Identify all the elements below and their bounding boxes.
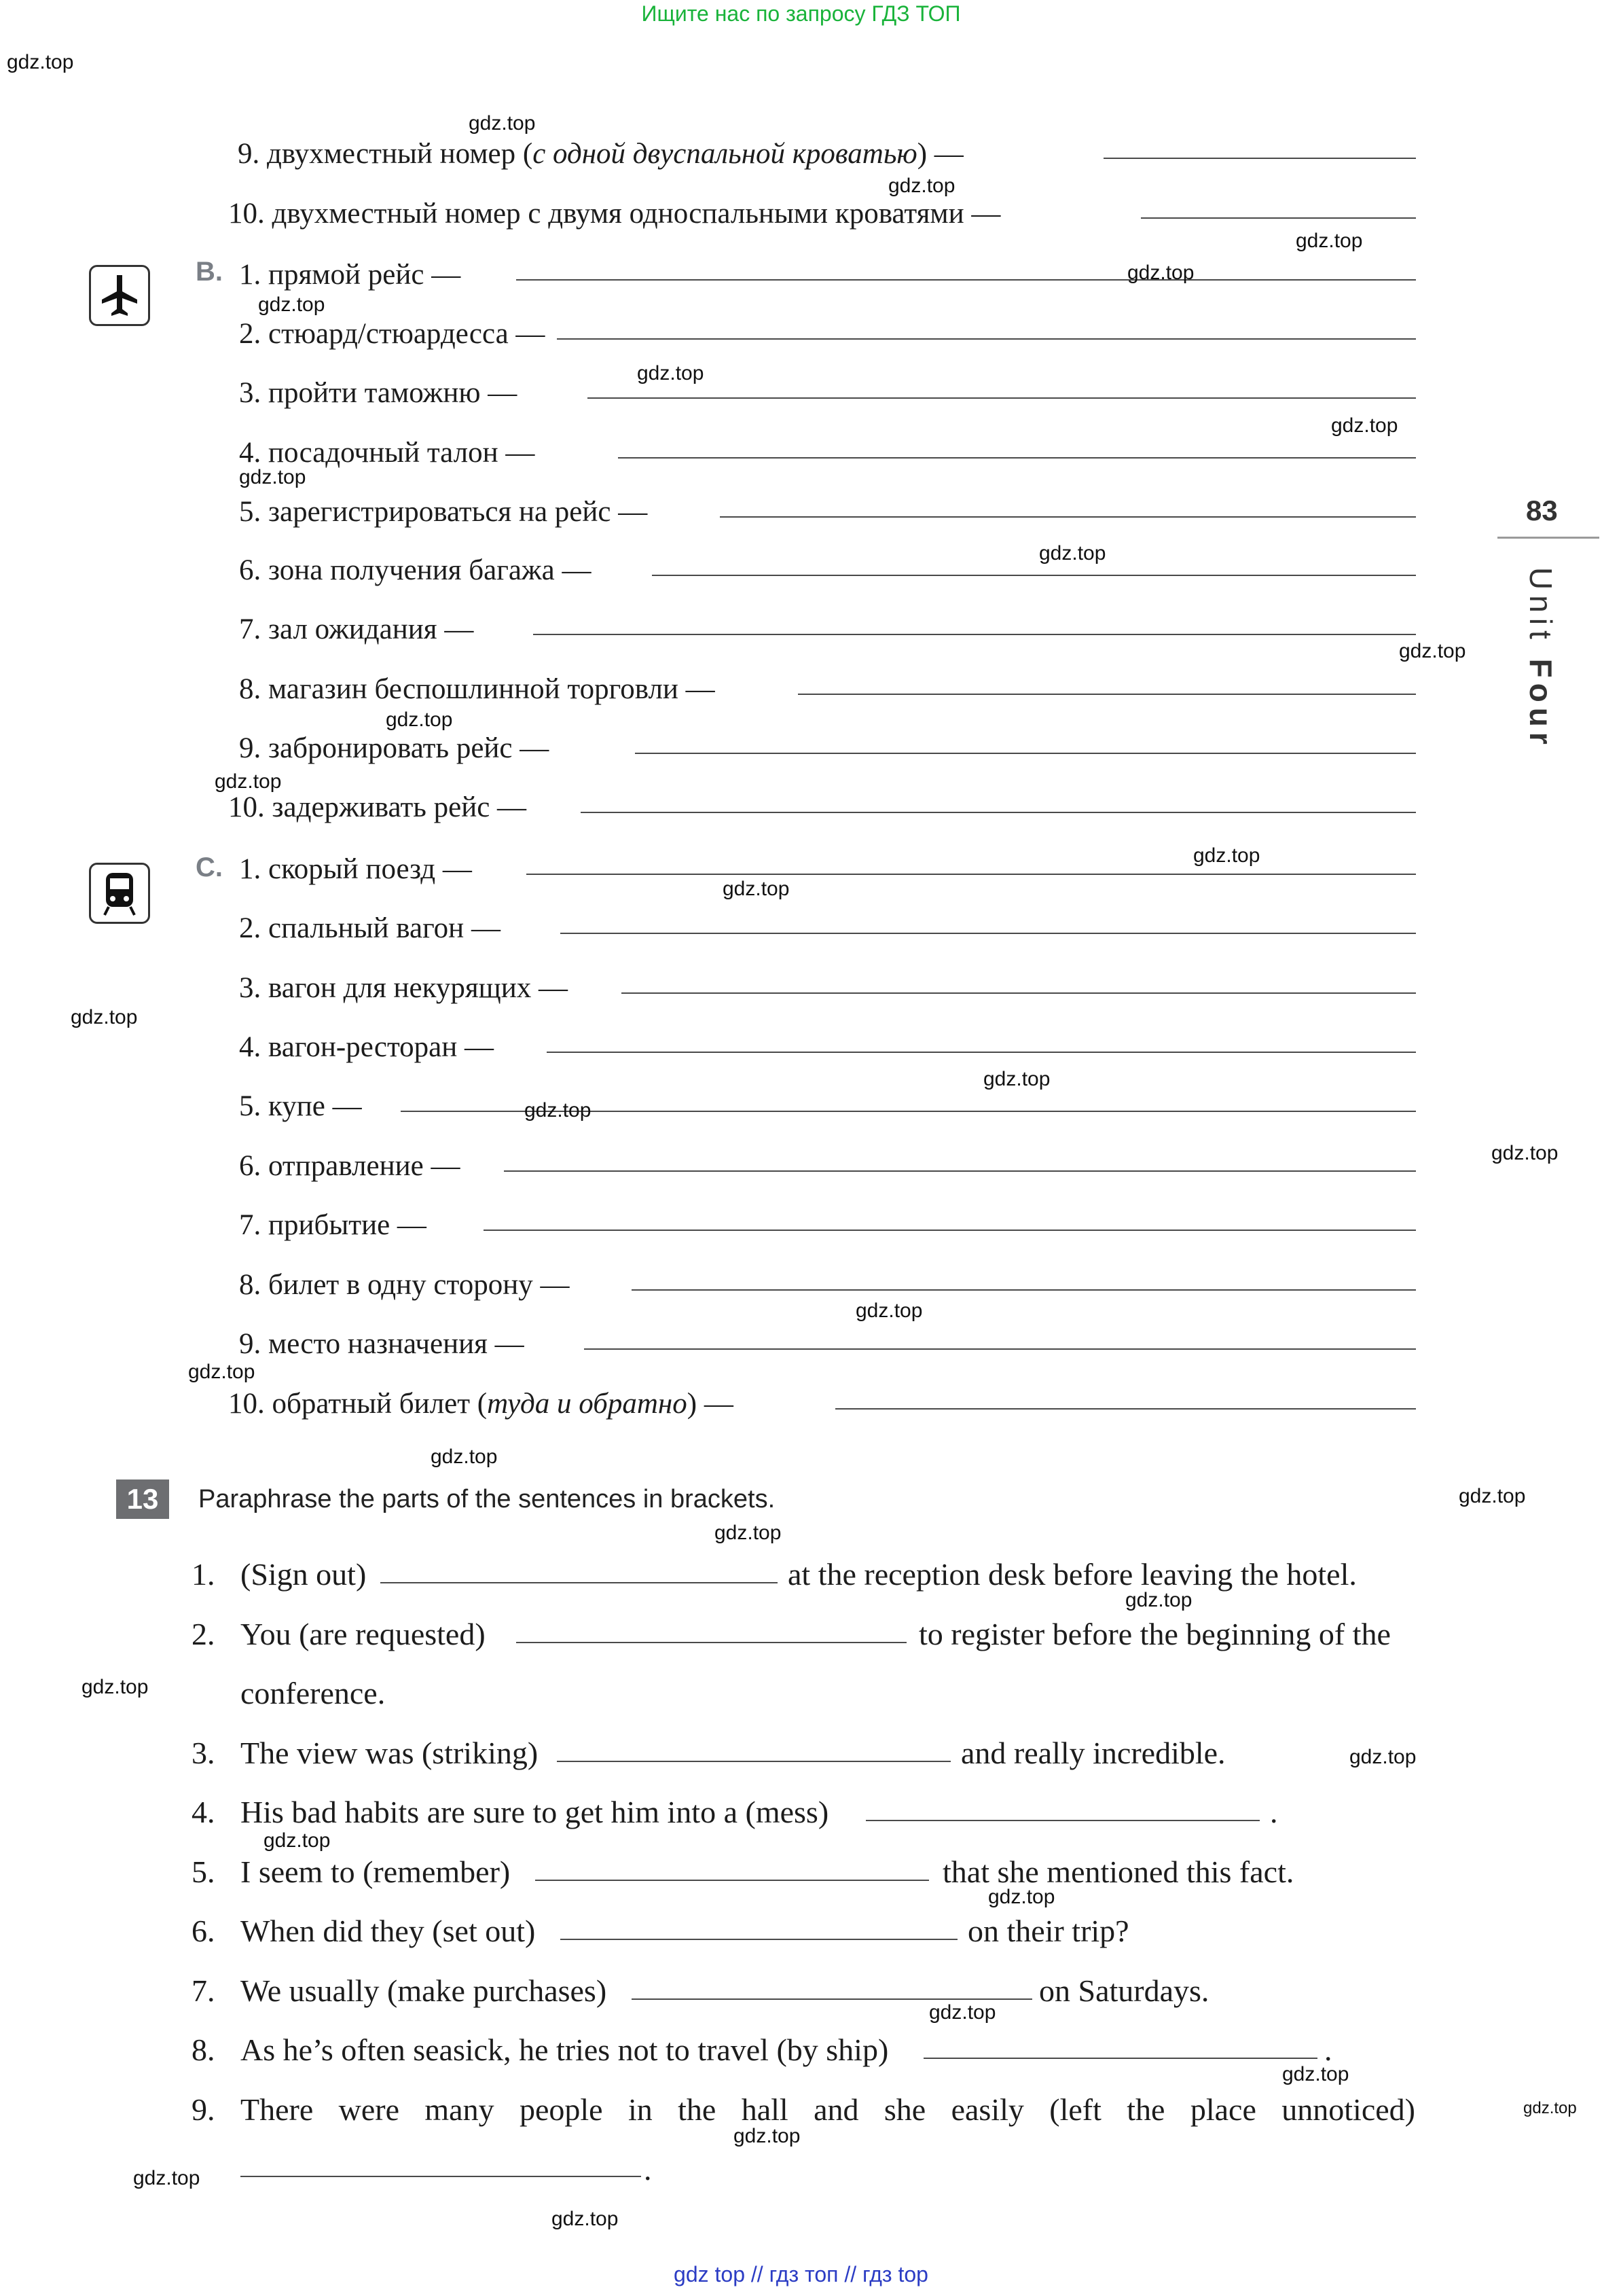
item-text: вагон-ресторан — — [268, 1031, 494, 1063]
item-number: 9. — [239, 732, 261, 764]
watermark-text[interactable]: gdz.top — [1039, 542, 1106, 564]
exercise-item-text-after: . — [1324, 2032, 1332, 2067]
answer-line[interactable] — [516, 279, 1416, 281]
item-number: 10. — [228, 1388, 265, 1420]
exercise-item-text-after: that she mentioned this fact. — [943, 1854, 1294, 1889]
item-text: вагон для некурящих — — [268, 972, 568, 1004]
item-text: зарегистрироваться на рейс — — [268, 496, 648, 528]
item-text: зал ожидания — — [268, 613, 474, 645]
answer-line[interactable] — [584, 1348, 1416, 1350]
page-number: 83 — [1526, 495, 1558, 526]
answer-line[interactable] — [535, 1880, 929, 1881]
answer-line[interactable] — [516, 1642, 907, 1643]
watermark-text[interactable]: gdz.top — [714, 1522, 782, 1544]
vocab-row-b4 — [239, 438, 534, 467]
item-italic: туда и обратно — [487, 1388, 687, 1420]
unit-name: Four — [1523, 658, 1559, 750]
item-text: двухместный номер ( — [267, 138, 533, 170]
item-text: посадочный талон — — [268, 437, 535, 469]
section-b-letter: B. — [196, 257, 223, 287]
item-text: купе — — [268, 1090, 362, 1122]
item-text-after: ) — — [917, 138, 964, 170]
top-banner[interactable]: Ищите нас по запросу ГДЗ ТОП — [641, 1, 961, 26]
item-number: 9. — [239, 1328, 261, 1360]
answer-line[interactable] — [635, 753, 1416, 754]
airplane-icon — [89, 265, 150, 326]
watermark-text[interactable]: gdz.top — [133, 2167, 200, 2189]
watermark-text[interactable]: gdz.top — [551, 2208, 619, 2230]
watermark-text[interactable]: gdz.top — [1127, 262, 1195, 284]
answer-line[interactable] — [798, 694, 1416, 695]
vocab-row-a9 — [238, 139, 964, 168]
exercise-item-number: 7. — [192, 1973, 215, 2008]
item-number: 5. — [239, 496, 261, 528]
vocab-row-c3 — [239, 973, 568, 1003]
answer-line[interactable] — [866, 1820, 1260, 1821]
vocab-row-c10 — [228, 1389, 733, 1418]
vocab-row-c6 — [239, 1151, 460, 1181]
vocab-row-b5 — [239, 497, 647, 526]
exercise-item-continuation: conference. — [240, 1676, 386, 1710]
watermark-text[interactable]: gdz.top — [929, 2001, 996, 2024]
exercise-item-text-after: . — [644, 2152, 652, 2187]
item-number: 7. — [239, 613, 261, 645]
watermark-text[interactable]: gdz.top — [215, 770, 282, 793]
exercise-item-text: I seem to (remember) — [240, 1854, 511, 1889]
exercise-item-text: When did they (set out) — [240, 1914, 536, 1948]
exercise-item-text-after: to register before the beginning of the — [919, 1617, 1391, 1651]
item-text: прибытие — — [268, 1209, 426, 1241]
exercise-item-text: His bad habits are sure to get him into a (mess) — [240, 1795, 829, 1829]
answer-line[interactable] — [240, 2176, 641, 2177]
exercise-item-text-after: and really incredible. — [961, 1736, 1226, 1770]
exercise-item-text-after: on Saturdays. — [1039, 1973, 1209, 2008]
exercise-item-number: 4. — [192, 1795, 215, 1829]
item-text: зона получения багажа — — [268, 554, 591, 586]
watermark-text[interactable]: gdz.top — [1193, 844, 1260, 867]
watermark-text[interactable]: gdz.top — [1459, 1485, 1526, 1507]
exercise-item-text: You (are requested) — [240, 1617, 486, 1651]
answer-line[interactable] — [835, 1408, 1416, 1410]
watermark-text[interactable]: gdz.top — [71, 1006, 138, 1028]
watermark-text[interactable]: gdz.top — [1491, 1142, 1559, 1164]
exercise-item-text: We usually (make purchases) — [240, 1973, 607, 2008]
watermark-text[interactable]: gdz.top — [1296, 230, 1363, 252]
item-italic: с одной двуспальной кроватью — [532, 138, 917, 170]
watermark-text[interactable]: gdz.top — [1331, 414, 1398, 437]
watermark-text[interactable]: gdz.top — [258, 293, 325, 316]
vocab-row-c5 — [239, 1092, 362, 1121]
vocab-row-c8 — [239, 1270, 570, 1299]
vocab-row-b10 — [228, 793, 526, 822]
exercise-item-number: 9. — [192, 2092, 215, 2127]
answer-line[interactable] — [587, 397, 1416, 399]
item-number: 3. — [239, 972, 261, 1004]
item-number: 1. — [239, 853, 261, 885]
item-number: 1. — [239, 259, 261, 291]
answer-line[interactable] — [618, 457, 1416, 459]
vocab-row-c1 — [239, 855, 472, 884]
watermark-text[interactable]: gdz.top — [856, 1299, 923, 1322]
item-text: пройти таможню — — [268, 377, 517, 409]
exercise-title: Paraphrase the parts of the sentences in brackets. — [198, 1485, 776, 1513]
exercise-item-number: 6. — [192, 1914, 215, 1948]
vocab-row-a10 — [228, 199, 1000, 228]
item-text: спальный вагон — — [268, 912, 500, 944]
answer-line[interactable] — [632, 1289, 1416, 1291]
page-number-rule — [1497, 537, 1599, 539]
watermark-text[interactable]: gdz.top — [637, 362, 704, 384]
answer-line[interactable] — [380, 1582, 778, 1583]
item-number: 10. — [228, 791, 265, 823]
answer-line[interactable] — [581, 812, 1416, 813]
watermark-text[interactable]: gdz.top — [988, 1886, 1055, 1908]
vocab-row-c2 — [239, 914, 500, 943]
watermark-text[interactable]: gdz.top — [469, 112, 536, 134]
watermark-text[interactable]: gdz.top — [524, 1099, 591, 1122]
vocab-row-b9 — [239, 734, 549, 763]
exercise-item-text: There were many people in the hall and she easily (left the place unnoticed) — [240, 2092, 1415, 2127]
item-number: 2. — [239, 318, 261, 350]
exercise-item-text-after: on their trip? — [968, 1914, 1129, 1948]
item-number: 8. — [239, 1269, 261, 1301]
watermark-text[interactable]: gdz.top — [983, 1068, 1051, 1090]
vocab-row-b8 — [239, 675, 715, 704]
vocab-row-b7 — [239, 615, 473, 644]
item-text: стюард/стюардесса — — [268, 318, 545, 350]
exercise-item-text: As he’s often seasick, he tries not to travel (by ship) — [240, 2032, 889, 2067]
answer-line[interactable] — [621, 992, 1416, 994]
item-text: скорый поезд — — [268, 853, 472, 885]
item-text: забронировать рейс — — [268, 732, 549, 764]
exercise-item-text: (Sign out) — [240, 1557, 367, 1592]
item-text: прямой рейс — — [268, 259, 461, 291]
item-number: 5. — [239, 1090, 261, 1122]
item-number: 4. — [239, 1031, 261, 1063]
watermark-text[interactable]: gdz.top — [733, 2125, 801, 2147]
answer-line[interactable] — [557, 338, 1416, 340]
vocab-row-b3 — [239, 378, 517, 408]
watermark-text[interactable]: gdz.top — [7, 51, 74, 73]
answer-line[interactable] — [560, 1939, 958, 1940]
watermark-text[interactable]: gdz.top — [1282, 2063, 1349, 2085]
watermark-text[interactable]: gdz.top — [723, 878, 790, 900]
answer-line[interactable] — [1104, 158, 1416, 159]
answer-line[interactable] — [484, 1230, 1416, 1231]
vocab-row-b1 — [239, 260, 460, 289]
watermark-text[interactable]: gdz.top — [1125, 1589, 1193, 1611]
answer-line[interactable] — [632, 1998, 1032, 2000]
watermark-text[interactable]: gdz.top — [188, 1361, 255, 1383]
watermark-text[interactable]: gdz.top — [386, 708, 453, 731]
answer-line[interactable] — [720, 516, 1416, 518]
answer-line[interactable] — [560, 933, 1416, 934]
watermark-text[interactable]: gdz.top — [1399, 640, 1466, 662]
answer-line[interactable] — [504, 1170, 1416, 1172]
watermark-text[interactable]: gdz.top — [81, 1676, 149, 1698]
vocab-row-c4 — [239, 1033, 494, 1062]
item-text: обратный билет ( — [272, 1388, 488, 1420]
item-number: 9. — [238, 138, 260, 170]
item-text-after: ) — — [687, 1388, 733, 1420]
item-number: 8. — [239, 673, 261, 705]
item-number: 4. — [239, 437, 261, 469]
watermark-text[interactable]: gdz.top — [239, 466, 306, 488]
exercise-item-text-after: . — [1270, 1795, 1278, 1829]
item-number: 6. — [239, 554, 261, 586]
answer-line[interactable] — [547, 1052, 1416, 1053]
watermark-text[interactable]: gdz.top — [263, 1829, 331, 1852]
item-number: 2. — [239, 912, 261, 944]
exercise-item-number: 3. — [192, 1736, 215, 1770]
watermark-text[interactable]: gdz.top — [1349, 1746, 1417, 1768]
item-number: 7. — [239, 1209, 261, 1241]
exercise-number-badge: 13 — [116, 1479, 169, 1519]
item-text: магазин беспошлинной торговли — — [268, 673, 715, 705]
watermark-text[interactable]: gdz.top — [1523, 2099, 1577, 2117]
exercise-item-number: 5. — [192, 1854, 215, 1889]
vocab-row-b6 — [239, 556, 591, 585]
footer-links[interactable]: gdz top // гдз топ // гдз top — [674, 2262, 928, 2286]
answer-line[interactable] — [1141, 217, 1416, 219]
exercise-item-number: 1. — [192, 1557, 215, 1592]
item-text: задерживать рейс — — [272, 791, 527, 823]
exercise-item-number: 8. — [192, 2032, 215, 2067]
exercise-item-text-after: at the reception desk before leaving the hotel. — [788, 1557, 1357, 1592]
watermark-text[interactable]: gdz.top — [888, 175, 955, 197]
exercise-item-number: 2. — [192, 1617, 215, 1651]
item-text: отправление — — [268, 1150, 460, 1182]
answer-line[interactable] — [533, 634, 1416, 635]
unit-label — [1523, 567, 1559, 750]
watermark-text[interactable]: gdz.top — [431, 1446, 498, 1468]
item-number: 10. — [228, 198, 265, 230]
section-c-letter: C. — [196, 853, 223, 882]
item-number: 6. — [239, 1150, 261, 1182]
item-text: двухместный номер с двумя односпальными кроватями — — [272, 198, 1001, 230]
answer-line[interactable] — [924, 2058, 1317, 2059]
unit-word: Unit — [1523, 567, 1559, 645]
answer-line[interactable] — [526, 874, 1416, 875]
vocab-row-c7 — [239, 1210, 426, 1240]
item-number: 3. — [239, 377, 261, 409]
answer-line[interactable] — [557, 1761, 951, 1762]
exercise-item-text: The view was (striking) — [240, 1736, 539, 1770]
vocab-row-c9 — [239, 1329, 524, 1359]
item-text: место назначения — — [268, 1328, 524, 1360]
item-text: билет в одну сторону — — [268, 1269, 570, 1301]
train-icon — [89, 863, 150, 924]
vocab-row-b2 — [239, 319, 545, 348]
answer-line[interactable] — [652, 575, 1416, 576]
